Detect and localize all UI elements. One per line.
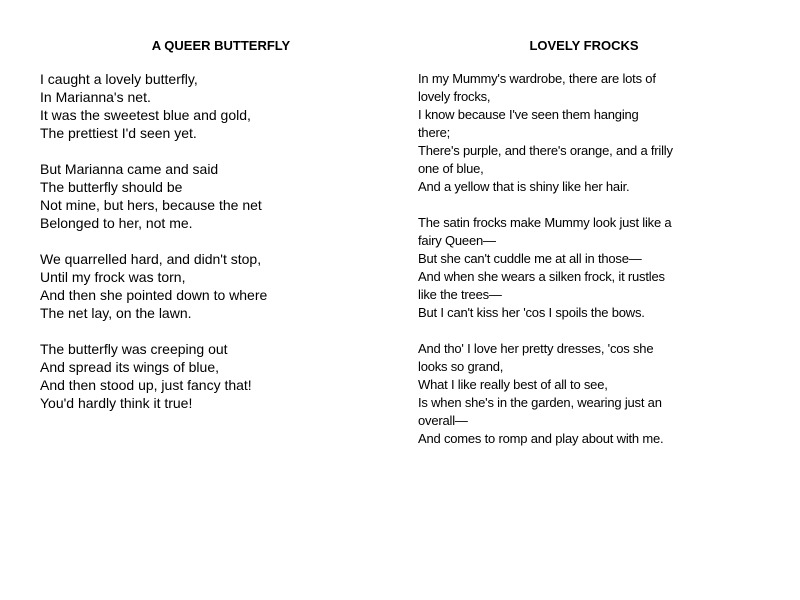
poem-line: It was the sweetest blue and gold, — [40, 107, 251, 123]
poem-line: And when she wears a silken frock, it rustles — [418, 269, 665, 284]
poem-line: I know because I've seen them hanging — [418, 107, 639, 122]
poem-line: Belonged to her, not me. — [40, 215, 193, 231]
poem-line: And then she pointed down to where — [40, 287, 268, 303]
poem-line: Not mine, but hers, because the net — [40, 197, 262, 213]
poem-line: lovely frocks, — [418, 89, 491, 104]
poem-line: What I like really best of all to see, — [418, 377, 608, 392]
poem-line: And tho' I love her pretty dresses, 'cos she — [418, 341, 654, 356]
stanza — [40, 340, 380, 412]
poem-line: In Marianna's net. — [40, 89, 151, 105]
poem-line: Is when she's in the garden, wearing just an — [418, 395, 662, 410]
poem-body — [40, 70, 380, 412]
stanza — [418, 340, 688, 448]
poem-line: The prettiest I'd seen yet. — [40, 125, 197, 141]
stanza — [40, 70, 380, 142]
poem-line: But I can't kiss her 'cos I spoils the bows. — [418, 305, 645, 320]
poem-body — [418, 70, 688, 448]
poem-line: one of blue, — [418, 161, 484, 176]
stanza — [418, 214, 688, 322]
poem-line: We quarrelled hard, and didn't stop, — [40, 251, 262, 267]
poem-title: A QUEER BUTTERFLY — [151, 38, 291, 53]
poem-line: You'd hardly think it true! — [40, 395, 193, 411]
poem-line: The satin frocks make Mummy look just like a — [418, 215, 672, 230]
poem-line: And spread its wings of blue, — [40, 359, 219, 375]
poem-line: The butterfly was creeping out — [40, 341, 228, 357]
poem-line: The butterfly should be — [40, 179, 183, 195]
poem-line: Until my frock was torn, — [40, 269, 186, 285]
poem-line: overall— — [418, 413, 468, 428]
poem-line: there; — [418, 125, 451, 140]
poem-line: There's purple, and there's orange, and a frilly — [418, 143, 673, 158]
stanza — [40, 250, 380, 322]
poem-line: looks so grand, — [418, 359, 504, 374]
poem-line: And comes to romp and play about with me. — [418, 431, 664, 446]
poem-line: But she can't cuddle me at all in those— — [418, 251, 642, 266]
poem-column-left — [40, 38, 380, 430]
poem-line: And a yellow that is shiny like her hair. — [418, 179, 630, 194]
poem-column-right — [418, 38, 688, 466]
poem-line: And then stood up, just fancy that! — [40, 377, 252, 393]
stanza — [418, 70, 688, 196]
poem-line: But Marianna came and said — [40, 161, 219, 177]
poem-line: The net lay, on the lawn. — [40, 305, 192, 321]
poem-line: fairy Queen— — [418, 233, 496, 248]
poem-title: LOVELY FROCKS — [529, 38, 639, 53]
poem-line: I caught a lovely butterfly, — [40, 71, 198, 87]
stanza — [40, 160, 380, 232]
poem-line: like the trees— — [418, 287, 502, 302]
poem-line: In my Mummy's wardrobe, there are lots of — [418, 71, 656, 86]
